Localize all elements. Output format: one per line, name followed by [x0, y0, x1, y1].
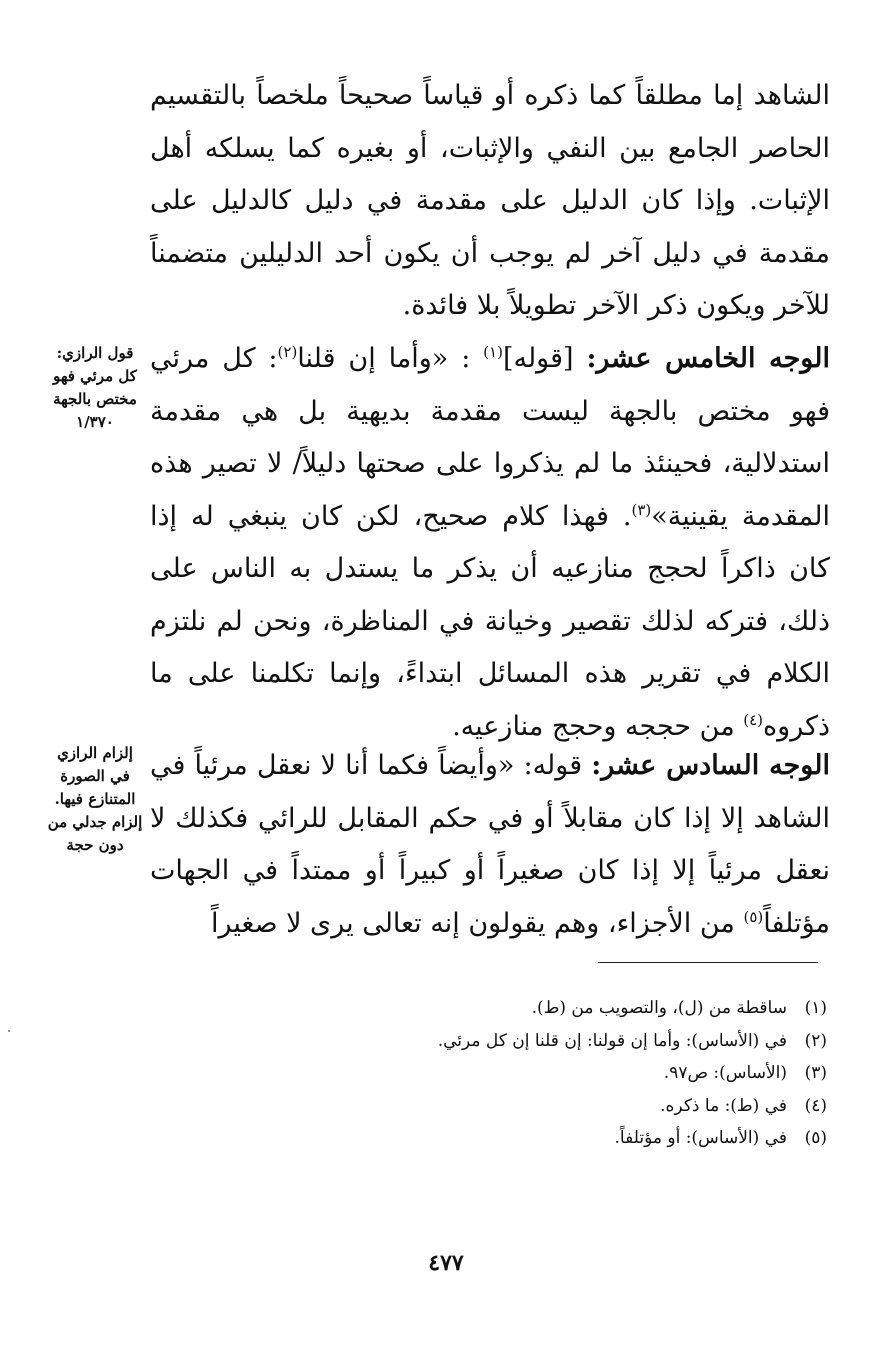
- text-run: [قوله]: [502, 343, 587, 374]
- footnote-ref: (٤): [743, 710, 764, 729]
- footnote-ref: (٣): [631, 500, 652, 519]
- footnote-text: في (الأساس): أو مؤتلفاً.: [614, 1128, 787, 1148]
- footnote-item: [300, 1122, 827, 1155]
- paragraph-text: الشاهد إما مطلقاً كما ذكره أو قياساً صحيحاً ملخصاً بالتقسيم الحاصر الجامع بين النفي والإثبات، أو بغيره كما يسلكه أهل الإثبات. وإذا كان الدليل على مقدمة في دليل كالدليل على مقدمة في دليل آخر لم يوجب أن يكون أحد الدليلين متضمناً للآخر ويكون ذكر الآخر تطويلاً بلا فائدة.: [150, 80, 830, 321]
- footnote-number: (٣): [804, 1063, 827, 1083]
- paragraph-body: [150, 740, 830, 950]
- section-heading: الوجه الخامس عشر:: [586, 343, 830, 374]
- text-run: من الأجزاء، وهم يقولون إنه تعالى يرى لا صغيراً: [211, 907, 744, 939]
- footnote-number: (١): [804, 998, 827, 1018]
- text-run: . فهذا كلام صحيح، لكن كان ينبغي له إذا كان ذاكراً لحجج منازعيه أن يذكر ما يستدل به الناس على ذلك، فتركه لذلك تقصير وخيانة في المناظرة، ونحن لم نلتزم الكلام في تقرير هذه المسائل ابتداءً، وإنما تكلمنا على ما ذكروه: [150, 500, 830, 742]
- paragraph-continuation: [150, 70, 830, 333]
- footnote-text: (الأساس): ص٩٧.: [663, 1063, 787, 1083]
- footnote-separator: [598, 962, 818, 963]
- footnote-ref: (٥): [743, 907, 764, 926]
- section-heading: الوجه السادس عشر:: [591, 750, 830, 781]
- footnote-number: (٤): [804, 1095, 827, 1116]
- scan-speck: [8, 1030, 10, 1032]
- text-run: : كل مرئي فهو مختص بالجهة ليست مقدمة بديهية بل هي مقدمة استدلالية، فحينئذ ما لم يذكروا على صحتها دليلاً/ لا تصير هذه المقدمة يقينية»: [150, 343, 830, 532]
- margin-note: إلزام الرازي في الصورة المتنازع فيها. إلزام جدلي من دون حجة: [47, 744, 143, 854]
- footnotes-list: [300, 992, 827, 1155]
- footnote-number: (٢): [804, 1030, 827, 1051]
- paragraph-sixteenth-aspect: [150, 740, 830, 950]
- footnote-text: ساقطة من (ل)، والتصويب من (ط).: [531, 998, 787, 1018]
- footnote-item: [300, 1025, 827, 1058]
- footnote-ref: (٢): [277, 343, 298, 361]
- footnote-text: في (الأساس): وأما إن قولنا: إن قلنا إن كل مرئي.: [437, 1030, 787, 1051]
- paragraph-fifteenth-aspect: [150, 333, 830, 753]
- text-run: قوله: «وأيضاً فكما أنا لا نعقل مرئياً في الشاهد إلا إذا كان مقابلاً أو في حكم المقابل للرائي فكذلك لا نعقل مرئياً إلا إذا كان صغيراً أو كبيراً أو ممتداً في الجهات مؤتلفاً: [150, 750, 830, 939]
- margin-note: قول الرازي: كل مرئي فهو مختص بالجهة ١/٣٧٠: [53, 344, 137, 431]
- footnote-ref: (١): [483, 343, 503, 361]
- footnote-text: في (ط): ما ذكره.: [660, 1095, 787, 1116]
- text-run: من حججه وحجج منازعيه.: [452, 710, 744, 742]
- footnote-item: [300, 992, 827, 1025]
- footnote-item: [300, 1090, 827, 1123]
- text-run: : «وأما إن قلنا: [297, 343, 484, 374]
- page-number: ٤٧٧: [428, 1250, 464, 1276]
- footnote-number: (٥): [804, 1128, 827, 1148]
- paragraph-body: [150, 333, 830, 753]
- footnote-item: [300, 1057, 827, 1090]
